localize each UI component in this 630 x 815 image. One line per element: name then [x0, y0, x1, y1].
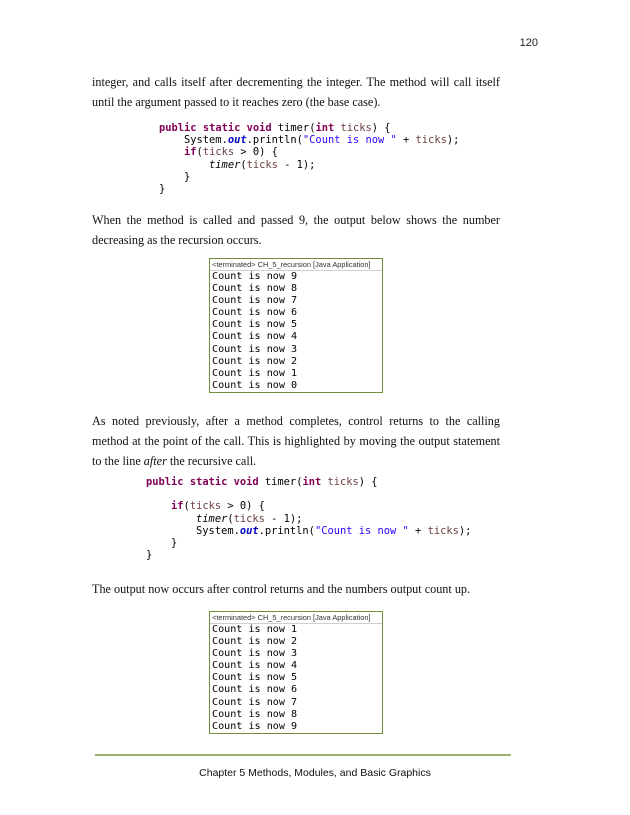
console-line: Count is now 8: [212, 708, 298, 720]
console-line: Count is now 6: [212, 684, 298, 696]
chapter-footer: Chapter 5 Methods, Modules, and Basic Graphics: [199, 767, 431, 779]
console-line: Count is now 2: [212, 355, 298, 367]
console-line: Count is now 8: [212, 283, 298, 295]
paragraph-control-returns: As noted previously, after a method completes, control returns to the calling method at the point of the call. This is highlighted by moving the output statement to the line after the recursive call.: [92, 414, 500, 468]
console-line: Count is now 7: [212, 295, 298, 307]
code-block-countup: public static void timer(int ticks) { if(ticks > 0) { timer(ticks - 1); System.out.println("Count is now " + ticks); } }: [146, 476, 472, 562]
console-line: Count is now 3: [212, 343, 298, 355]
console-line: Count is now 1: [212, 367, 298, 379]
console-line: Count is now 5: [212, 672, 298, 684]
console-line: Count is now 3: [212, 648, 298, 660]
console-line: Count is now 5: [212, 319, 298, 331]
code-block-countdown: public static void timer(int ticks) { System.out.println("Count is now " + ticks); if(ticks > 0) { timer(ticks - 1); } }: [159, 122, 460, 196]
console-line: Count is now 4: [212, 331, 298, 343]
footer-divider: [95, 754, 511, 756]
paragraph-count-up: The output now occurs after control returns and the numbers output count up.: [92, 582, 471, 596]
console-line: Count is now 1: [212, 624, 298, 635]
console-line: Count is now 7: [212, 696, 298, 708]
paragraph-intro: integer, and calls itself after decrementing the integer. The method will call itself until the argument passed to it reaches zero (the base case).: [92, 75, 500, 109]
console-line: Count is now 6: [212, 307, 298, 319]
console-header: <terminated> CH_5_recursion [Java Application]: [210, 612, 382, 624]
console-output-countup: [209, 611, 383, 734]
console-output-countdown: [209, 258, 383, 393]
console-line: Count is now 2: [212, 636, 298, 648]
console-header: <terminated> CH_5_recursion [Java Application]: [210, 259, 382, 271]
paragraph-output-description: When the method is called and passed 9, the output below shows the number decreasing as the recursion occurs.: [92, 213, 500, 247]
console-line: Count is now 4: [212, 660, 298, 672]
console-line: Count is now 9: [212, 271, 298, 282]
page-number: 120: [519, 37, 538, 49]
console-line: Count is now 0: [212, 379, 298, 391]
console-line: Count is now 9: [212, 720, 298, 732]
